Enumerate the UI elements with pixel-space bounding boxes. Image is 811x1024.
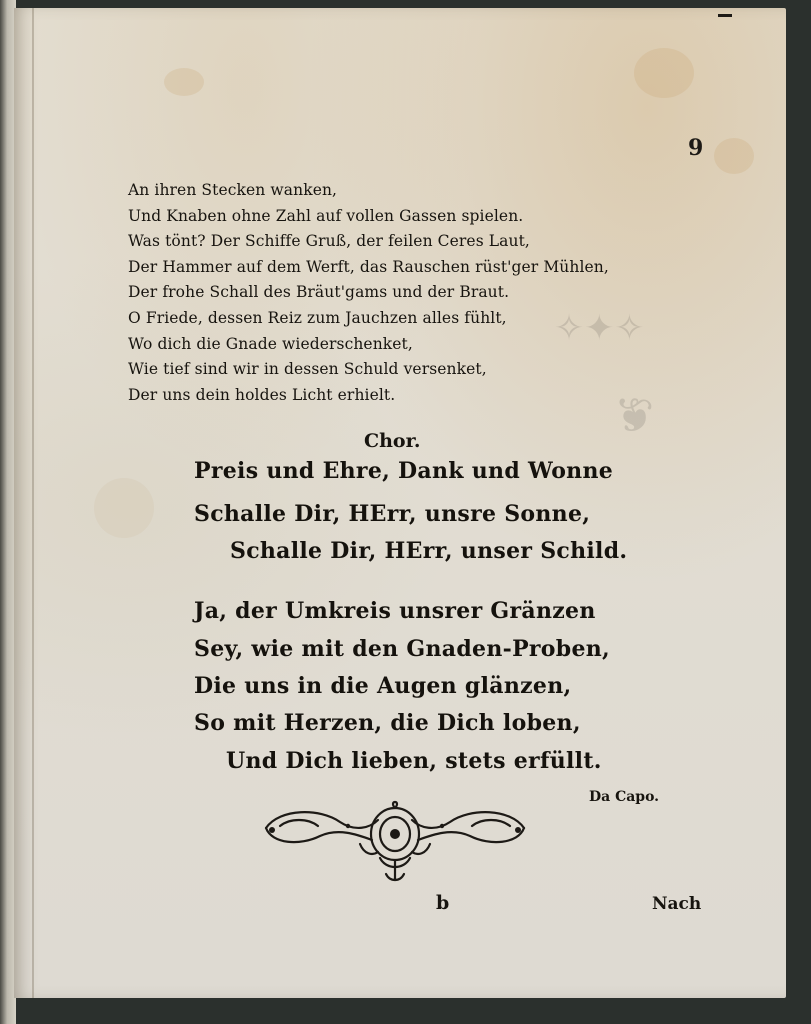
stanza-line: Und Dich lieben, stets erfüllt. xyxy=(226,748,602,774)
foxing-stain xyxy=(164,68,204,96)
verse-line: Wo dich die Gnade wiederschenket, xyxy=(128,334,413,353)
page-sheet xyxy=(14,8,786,998)
verse-line: Was tönt? Der Schiffe Gruß, der feilen Ceres Laut, xyxy=(128,232,530,251)
chorus-heading: Chor. xyxy=(364,430,421,452)
foxing-stain xyxy=(94,478,154,538)
da-capo-note: Da Capo. xyxy=(589,789,660,805)
foxing-stain xyxy=(714,138,754,174)
verse-line: An ihren Stecken wanken, xyxy=(128,181,338,199)
verse-line: Der uns dein holdes Licht erhielt. xyxy=(128,385,396,404)
stanza-line: Sey, wie mit den Gnaden-Proben, xyxy=(194,636,611,662)
chorus-line: Preis und Ehre, Dank und Wonne xyxy=(194,458,614,484)
verse-line: O Friede, dessen Reiz zum Jauchzen alles fühlt, xyxy=(128,308,507,327)
foxing-stain xyxy=(634,48,694,98)
stanza-line: So mit Herzen, die Dich loben, xyxy=(194,710,581,736)
verse-block xyxy=(128,178,688,408)
corner-ink-mark xyxy=(718,14,732,17)
verse-line: Der Hammer auf dem Werft, das Rauschen rüst'ger Mühlen, xyxy=(128,257,609,276)
gutter-shadow xyxy=(32,8,34,998)
baroque-tailpiece-ornament xyxy=(260,800,530,884)
verse-line: Wie tief sind wir in dessen Schuld versenket, xyxy=(128,360,487,379)
chorus-line: Schalle Dir, HErr, unser Schild. xyxy=(230,538,628,564)
bleed-through-ink: ✧✦✧ xyxy=(554,308,645,349)
chorus-line: Schalle Dir, HErr, unsre Sonne, xyxy=(194,501,591,527)
catchword: Nach xyxy=(652,894,702,914)
bleed-through-ink: ❦ xyxy=(614,388,655,444)
verse-line: Der frohe Schall des Bräut'gams und der Braut. xyxy=(128,283,510,302)
page-number: 9 xyxy=(688,135,704,161)
verse-line: Und Knaben ohne Zahl auf vollen Gassen spielen. xyxy=(128,206,524,225)
stanza-line: Die uns in die Augen glänzen, xyxy=(194,673,572,699)
signature-mark: b xyxy=(436,892,450,914)
stanza-line: Ja, der Umkreis unsrer Gränzen xyxy=(194,598,596,624)
